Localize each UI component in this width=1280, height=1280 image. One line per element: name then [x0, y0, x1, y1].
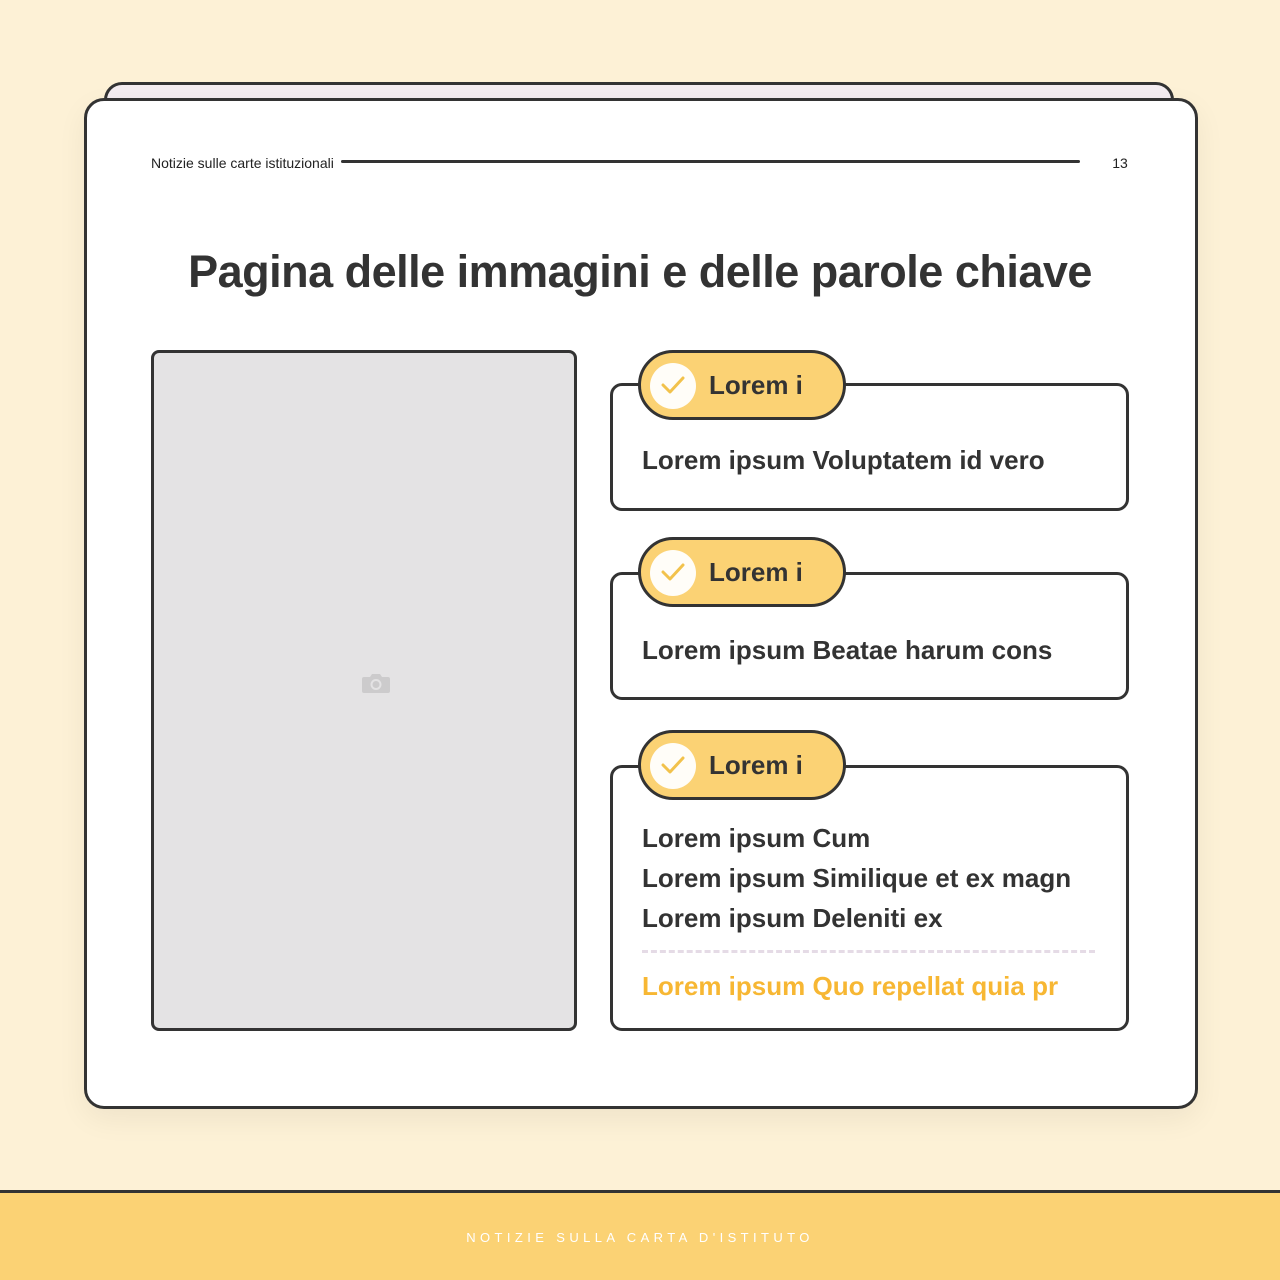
check-badge — [650, 363, 696, 409]
camera-icon — [361, 671, 391, 695]
footer-bar — [0, 1190, 1280, 1280]
image-placeholder — [151, 350, 577, 1031]
keyword-line: Lorem ipsum Similique et ex magn — [642, 863, 1072, 893]
page-number: 13 — [1112, 155, 1128, 171]
page-title: Pagina delle immagini e delle parole chiave — [188, 246, 1092, 297]
keyword-label: Lorem i — [709, 370, 803, 400]
keyword-pill-1 — [638, 350, 846, 420]
check-badge — [650, 743, 696, 789]
header-divider — [341, 160, 1080, 163]
check-icon — [661, 755, 685, 775]
footer-text: NOTIZIE SULLA CARTA D'ISTITUTO — [466, 1230, 814, 1245]
section-title: Notizie sulle carte istituzionali — [151, 155, 334, 171]
check-badge — [650, 550, 696, 596]
keyword-line: Lorem ipsum Beatae harum cons — [642, 635, 1053, 665]
check-icon — [661, 562, 685, 582]
keyword-highlight: Lorem ipsum Quo repellat quia pr — [642, 971, 1059, 1001]
keyword-pill-2 — [638, 537, 846, 607]
check-icon — [661, 375, 685, 395]
keyword-pill-3 — [638, 730, 846, 800]
keyword-line: Lorem ipsum Deleniti ex — [642, 903, 943, 933]
keyword-line: Lorem ipsum Voluptatem id vero — [642, 445, 1045, 475]
dashed-divider — [642, 950, 1095, 953]
keyword-line: Lorem ipsum Cum — [642, 823, 871, 853]
keyword-label: Lorem i — [709, 750, 803, 780]
keyword-label: Lorem i — [709, 557, 803, 587]
